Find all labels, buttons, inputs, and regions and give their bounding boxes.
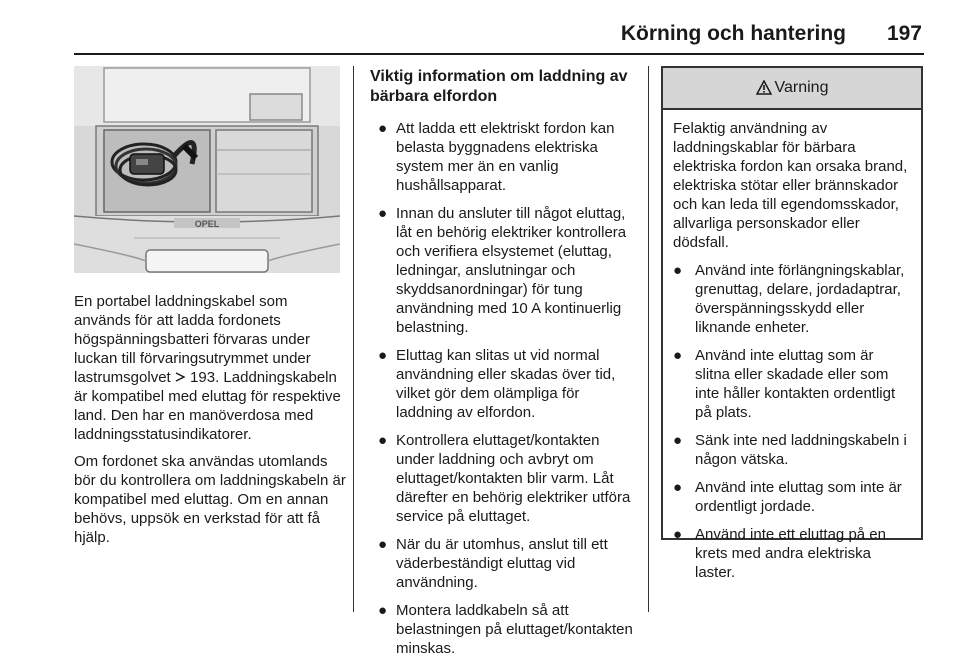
list-item: ● Kontrollera eluttaget/kontakten under laddning och avbryt om eluttaget/kontakten blir varm. Låt därefter en behörig elektriker utföra service på eluttaget. <box>378 432 631 525</box>
list-item: ● Innan du ansluter till något eluttag, låt en behörig elektriker kontrollera och verifiera elsystemet (eluttag, ledningar, anslutningar och skyddsanordningar) för tung användning med 10 A kontinuerlig belastning. <box>378 205 627 336</box>
list-item: ● Att ladda ett elektriskt fordon kan belasta byggnadens elektriska system mer än en vanlig hushållsapparat. <box>378 120 615 194</box>
page-header <box>0 0 960 60</box>
paragraph-text: . Laddningskabeln är kompatibel med eluttag för respektive land. Den har en manöverdosa med laddningsstatusindikatorer. <box>74 369 341 443</box>
list-item: ● Använd inte eluttag som inte är ordentligt jordade. <box>673 479 902 515</box>
bullet-icon: ● <box>378 347 388 364</box>
list-item: ● Sänk inte ned laddningskabeln i någon vätska. <box>673 432 907 468</box>
bullet-icon: ● <box>378 602 388 619</box>
bullet-icon: ● <box>673 262 683 279</box>
warning-box <box>661 66 923 581</box>
bullet-icon: ● <box>378 432 388 449</box>
charging-info-list <box>370 119 638 658</box>
car-trunk-cable-illustration <box>74 66 340 273</box>
list-item: ● När du är utomhus, anslut till ett väderbeständigt eluttag vid användning. <box>378 536 608 591</box>
paragraph-text: En portabel laddningskabel som används för att ladda fordonets högspänningsbatteri förvaras under luckan till förvaringsutrymmet under lastrumsgolvet <box>74 293 311 386</box>
list-item: ● Använd inte ett eluttag på en krets med andra elektriska laster. <box>673 526 886 581</box>
warning-body <box>663 110 921 582</box>
trunk-illustration <box>74 66 340 273</box>
bullet-icon: ● <box>378 536 388 553</box>
list-item: ● Använd inte förlängningskablar, grenuttag, delare, jordadaptrar, överspänningsskydd eller liknande enheter. <box>673 262 905 336</box>
warning-list <box>673 261 911 582</box>
paragraph <box>74 292 346 444</box>
list-item: ● Montera laddkabeln så att belastningen på eluttaget/kontakten minskas. <box>378 602 633 657</box>
header-rule <box>74 53 924 55</box>
bullet-icon: ● <box>378 120 388 137</box>
warning-title: Varning <box>774 79 829 96</box>
bullet-icon: ● <box>673 479 683 496</box>
badge-text: OPEL <box>194 219 220 229</box>
bullet-icon: ● <box>673 347 683 364</box>
list-item: ● Använd inte eluttag som är slitna eller skadade eller som inte håller kontakten ordentligt på plats. <box>673 347 896 421</box>
page-number: 197 <box>886 22 922 45</box>
section-heading: Viktig information om laddning av bärbara elfordon <box>370 68 628 105</box>
page-reference-arrow-icon <box>175 371 186 383</box>
page-reference[interactable]: 193 <box>190 369 216 386</box>
warning-triangle-icon <box>756 80 772 95</box>
charging-info-column <box>370 67 638 667</box>
list-item: ● Eluttag kan slitas ut vid normal användning eller skadas över tid, vilket gör dem olämpliga för laddning av elfordon. <box>378 347 616 421</box>
column-divider <box>648 66 649 612</box>
warning-header <box>663 68 921 110</box>
paragraph: Om fordonet ska användas utomlands bör du kontrollera om laddningskabeln är kompatibel med eluttag. Om en annan behövs, uppsök en verkstad för att få hjälp. <box>74 453 346 546</box>
page-title: Körning och hantering <box>620 22 846 45</box>
bullet-icon: ● <box>673 526 683 543</box>
column-divider <box>353 66 354 612</box>
intro-column <box>74 292 346 555</box>
bullet-icon: ● <box>673 432 683 449</box>
bullet-icon: ● <box>378 205 388 222</box>
warning-intro: Felaktig användning av laddningskablar för bärbara elektriska fordon kan orsaka brand, elektriska stötar eller brännskador och kan leda till egendomsskador, allvarliga personskador eller dödsfall. <box>673 120 908 251</box>
